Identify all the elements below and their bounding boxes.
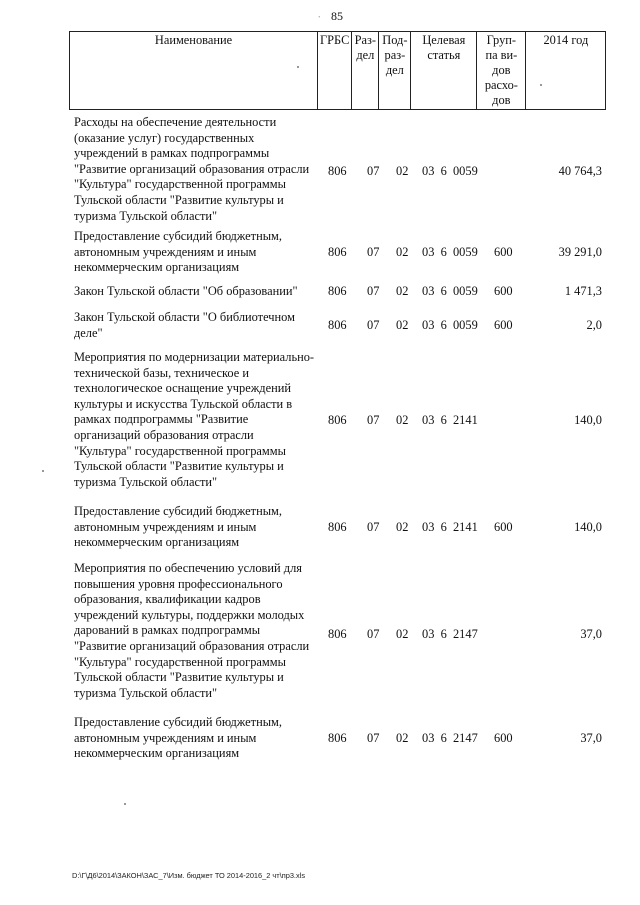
row-amount: 2,0	[586, 318, 602, 332]
row-grbs: 806	[328, 245, 347, 259]
header-razdel	[352, 32, 379, 110]
row-name	[74, 715, 314, 762]
row-name-line: туризма Тульской области"	[74, 685, 218, 700]
row-grbs: 806	[328, 413, 347, 427]
row-name-line: Мероприятия по модернизации материально-	[74, 350, 315, 364]
row-name-line: некоммерческим организациям	[74, 535, 240, 550]
row-name-line: автономным учреждениям и иным	[74, 519, 257, 534]
row-razdel: 07	[367, 413, 380, 427]
row-celevaya: 03 6 0059	[422, 164, 478, 178]
row-celevaya: 03 6 2141	[422, 520, 478, 534]
row-grbs: 806	[328, 164, 347, 178]
row-celevaya: 03 6 2147	[422, 731, 478, 745]
row-name-line: Тульской области "Развитие культуры и	[74, 670, 284, 685]
row-name-line: туризма Тульской области"	[74, 208, 218, 223]
row-amount: 37,0	[580, 627, 602, 641]
row-gruppa: 600	[494, 520, 513, 534]
row-name-line: "Культура" государственной программы	[74, 177, 286, 192]
header-year-text: 2014 год	[543, 33, 589, 47]
row-razdel: 07	[367, 731, 380, 745]
row-razdel: 07	[367, 245, 380, 259]
header-year	[526, 32, 606, 110]
row-podrazdel: 02	[396, 413, 409, 427]
row-name-line: деле"	[74, 325, 103, 340]
row-podrazdel: 02	[396, 520, 409, 534]
row-grbs: 806	[328, 627, 347, 641]
row-name-line: организаций образования отрасли	[74, 427, 254, 442]
row-amount: 40 764,3	[558, 164, 602, 178]
row-name-line: рамках подпрограммы "Развитие	[74, 412, 249, 427]
row-name-line: автономным учреждениям и иным	[74, 730, 257, 745]
row-gruppa: 600	[494, 731, 513, 745]
row-name-line: "Развитие организаций образования отрасли	[74, 638, 310, 653]
row-name-line: технологическое оснащение учреждений	[74, 381, 291, 396]
row-gruppa: 600	[494, 318, 513, 332]
row-name-line: туризма Тульской области"	[74, 474, 218, 489]
row-podrazdel: 02	[396, 284, 409, 298]
header-celevaya-line-2: статья	[427, 48, 461, 62]
row-gruppa: 600	[494, 284, 513, 298]
header-podrazdel-line-1: Под-	[382, 33, 408, 47]
row-name-line: повышения уровня профессионального	[74, 576, 283, 591]
row-name-line: дарований в рамках подпрограммы	[74, 623, 261, 638]
row-celevaya: 03 6 2141	[422, 413, 478, 427]
row-name-line: Тульской области "Развитие культуры и	[74, 459, 284, 474]
row-amount: 39 291,0	[558, 245, 602, 259]
row-name-line: "Культура" государственной программы	[74, 443, 286, 458]
row-name-line: технической базы, техническое и	[74, 365, 249, 380]
scan-speck	[297, 66, 299, 68]
row-name-line: автономным учреждениям и иным	[74, 244, 257, 259]
row-amount: 140,0	[574, 413, 602, 427]
header-podrazdel	[379, 32, 411, 110]
scan-speck	[42, 470, 44, 472]
row-name-line: "Культура" государственной программы	[74, 654, 286, 669]
row-name-line: некоммерческим организациям	[74, 260, 240, 275]
row-name-line: образования, квалификации кадров	[74, 592, 261, 607]
row-name	[74, 115, 314, 224]
row-grbs: 806	[328, 318, 347, 332]
header-celevaya	[411, 32, 477, 110]
row-name	[74, 350, 314, 490]
page-number: 85	[331, 9, 343, 23]
row-name	[74, 504, 314, 551]
row-name-line: Предоставление субсидий бюджетным,	[74, 715, 282, 729]
row-podrazdel: 02	[396, 164, 409, 178]
row-name-line: (оказание услуг) государственных	[74, 130, 255, 145]
header-razdel-line-1: Раз-	[354, 33, 377, 47]
row-name-line: Расходы на обеспечение деятельности	[74, 115, 277, 129]
header-gruppa-line-2: па ви-	[485, 48, 518, 62]
row-podrazdel: 02	[396, 731, 409, 745]
header-podrazdel-line-2: раз-	[384, 48, 406, 62]
row-podrazdel: 02	[396, 318, 409, 332]
row-amount: 37,0	[580, 731, 602, 745]
row-celevaya: 03 6 0059	[422, 318, 478, 332]
header-razdel-line-2: дел	[356, 48, 375, 62]
row-name-line: Закон Тульской области "Об образовании"	[74, 284, 298, 298]
row-name-line: учреждений в рамках подпрограммы	[74, 146, 270, 161]
row-razdel: 07	[367, 627, 380, 641]
row-name	[74, 310, 314, 341]
scan-speck	[124, 803, 126, 805]
row-name-line: Закон Тульской области "О библиотечном	[74, 310, 295, 324]
row-name	[74, 284, 314, 300]
header-gruppa-line-5: дов	[492, 93, 511, 107]
row-name-line: "Развитие организаций образования отрасли	[74, 161, 310, 176]
row-grbs: 806	[328, 520, 347, 534]
row-name-line: Мероприятия по обеспечению условий для	[74, 561, 302, 575]
header-grbs	[318, 32, 352, 110]
row-name-line: Предоставление субсидий бюджетным,	[74, 504, 282, 518]
row-celevaya: 03 6 0059	[422, 284, 478, 298]
page-mark: `	[318, 15, 321, 24]
header-podrazdel-line-3: дел	[385, 63, 404, 77]
header-gruppa	[477, 32, 526, 110]
row-name	[74, 229, 314, 276]
row-name-line: Тульской области "Развитие культуры и	[74, 192, 284, 207]
row-razdel: 07	[367, 520, 380, 534]
row-name-line: Предоставление субсидий бюджетным,	[74, 229, 282, 243]
row-grbs: 806	[328, 284, 347, 298]
row-podrazdel: 02	[396, 627, 409, 641]
header-gruppa-line-4: расхо-	[484, 78, 518, 92]
row-name-line: учреждений культуры, поддержки молодых	[74, 607, 305, 622]
row-celevaya: 03 6 0059	[422, 245, 478, 259]
row-gruppa: 600	[494, 245, 513, 259]
row-grbs: 806	[328, 731, 347, 745]
row-amount: 140,0	[574, 520, 602, 534]
header-celevaya-line-1: Целевая	[422, 33, 466, 47]
row-amount: 1 471,3	[564, 284, 602, 298]
header-gruppa-line-3: дов	[492, 63, 511, 77]
table-header	[69, 31, 606, 110]
row-name	[74, 561, 314, 701]
scan-speck	[540, 84, 542, 86]
row-razdel: 07	[367, 284, 380, 298]
header-grbs-text: ГРБС	[320, 33, 350, 47]
file-path-footer: D:\Г\Д6\2014\ЗАКОН\ЗАС_7\Изм. бюджет ТО 2014-2016_2 чт\пр3.xls	[72, 871, 306, 880]
row-celevaya: 03 6 2147	[422, 627, 478, 641]
header-gruppa-line-1: Груп-	[486, 33, 517, 47]
row-razdel: 07	[367, 318, 380, 332]
row-razdel: 07	[367, 164, 380, 178]
row-name-line: некоммерческим организациям	[74, 746, 240, 761]
header-name-text: Наименование	[154, 33, 233, 47]
row-podrazdel: 02	[396, 245, 409, 259]
header-name	[70, 32, 318, 110]
row-name-line: культуры и искусства Тульской области в	[74, 396, 293, 411]
